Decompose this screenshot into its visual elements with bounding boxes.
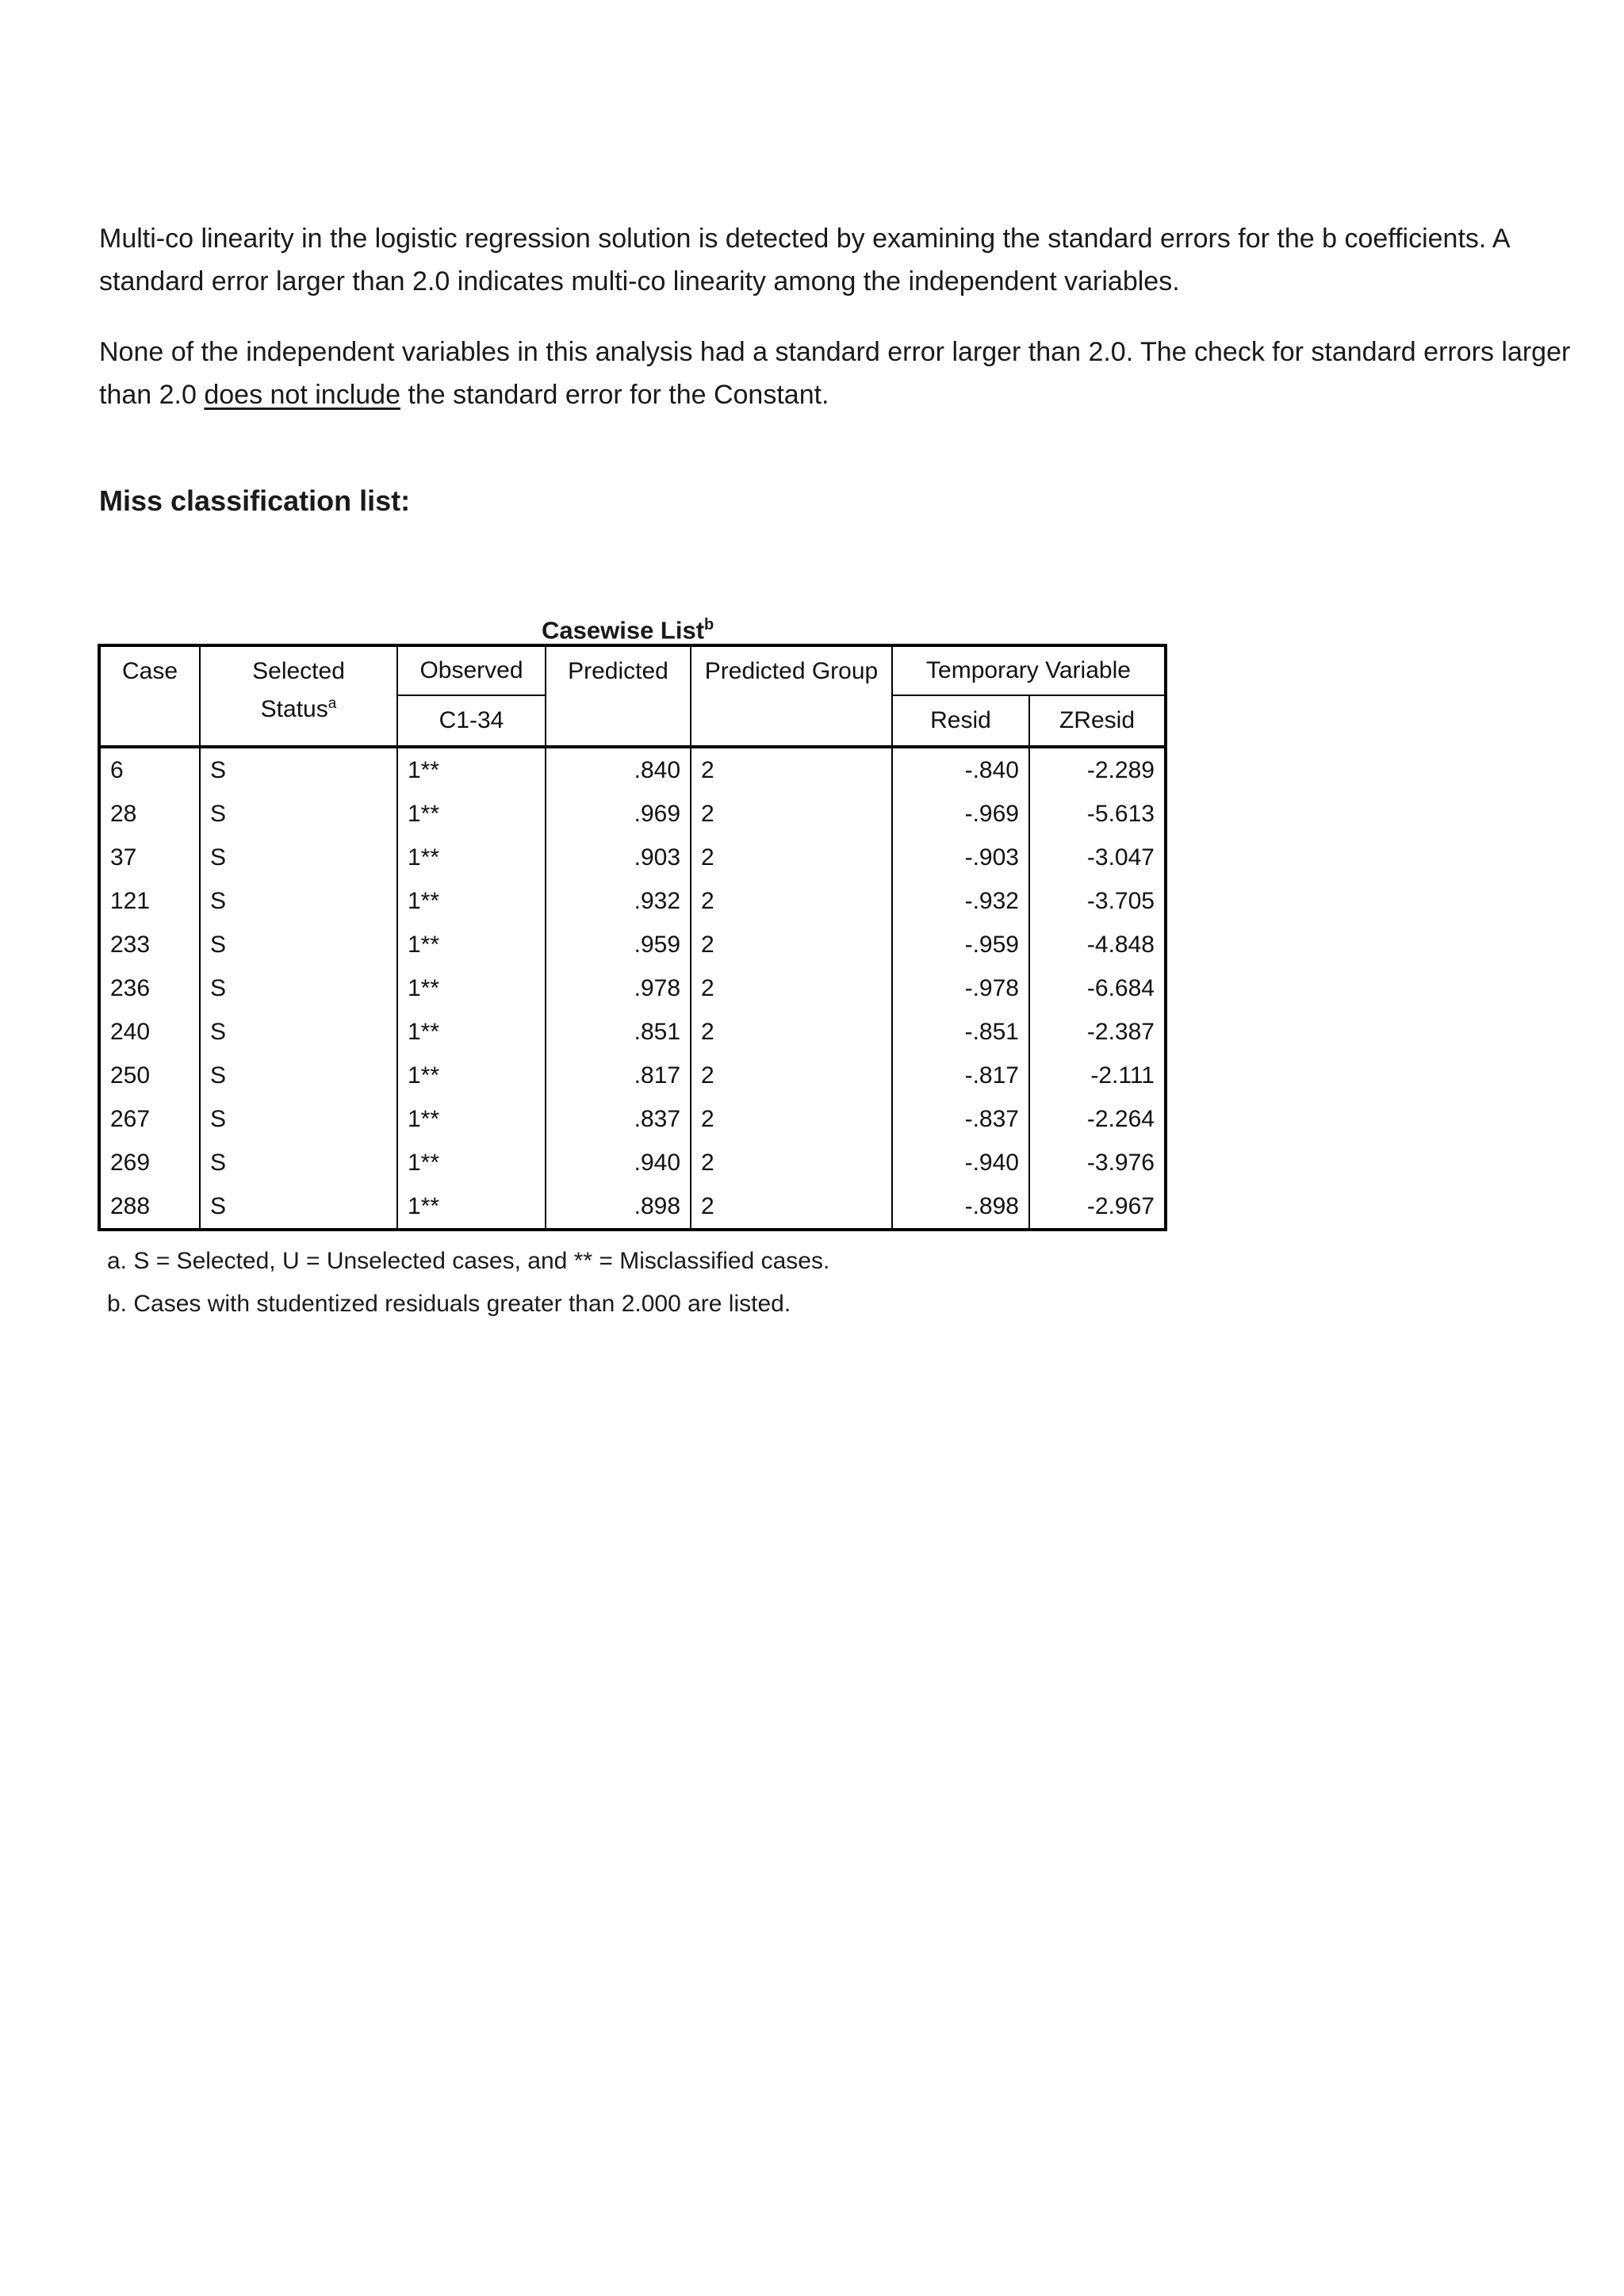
cell-predicted: .851: [546, 1010, 691, 1054]
header-status: [200, 695, 397, 747]
cell-zresid: -4.848: [1029, 923, 1166, 966]
table-row: [99, 836, 1166, 879]
cell-zresid: -2.264: [1029, 1097, 1166, 1141]
header-status-text: Status: [260, 696, 328, 722]
table-row: [99, 1010, 1166, 1054]
table-row: [99, 923, 1166, 966]
cell-status: S: [200, 836, 397, 879]
cell-status: S: [200, 1097, 397, 1141]
cell-zresid: -3.705: [1029, 879, 1166, 923]
table-row: [99, 1054, 1166, 1097]
cell-case: 240: [99, 1010, 200, 1054]
paragraph-text-after: the standard error for the Constant.: [400, 380, 829, 410]
cell-observed: 1**: [397, 1010, 546, 1054]
cell-group: 2: [691, 1054, 892, 1097]
cell-zresid: -2.289: [1029, 747, 1166, 792]
cell-status: S: [200, 1184, 397, 1230]
cell-group: 2: [691, 1010, 892, 1054]
cell-case: 267: [99, 1097, 200, 1141]
cell-group: 2: [691, 1141, 892, 1184]
underlined-phrase: does not include: [204, 380, 400, 410]
table-row: [99, 1184, 1166, 1230]
table-row: [99, 879, 1166, 923]
cell-status: S: [200, 747, 397, 792]
cell-resid: -.837: [892, 1097, 1029, 1141]
cell-group: 2: [691, 923, 892, 966]
cell-status: S: [200, 1054, 397, 1097]
header-status-footnote-mark: a: [327, 695, 337, 712]
cell-case: 28: [99, 792, 200, 836]
table-row: [99, 966, 1166, 1010]
header-predicted-group-blank: [691, 695, 892, 747]
cell-zresid: -3.047: [1029, 836, 1166, 879]
table-body: [99, 747, 1166, 1230]
cell-predicted: .959: [546, 923, 691, 966]
cell-resid: -.898: [892, 1184, 1029, 1230]
table-title-footnote-mark: b: [704, 616, 714, 633]
casewise-list-table: [98, 644, 1167, 1231]
footnote-a: a. S = Selected, U = Unselected cases, and ** = Misclassified cases.: [107, 1248, 830, 1274]
cell-status: S: [200, 1141, 397, 1184]
cell-predicted: .817: [546, 1054, 691, 1097]
cell-case: 269: [99, 1141, 200, 1184]
paragraph-multicollinearity: Multi-co linearity in the logistic regression solution is detected by examining the standard errors for the b coefficients. A standard error larger than 2.0 indicates multi-co linearity among the independent variables.: [99, 224, 1509, 297]
cell-resid: -.959: [892, 923, 1029, 966]
cell-observed: 1**: [397, 1097, 546, 1141]
cell-predicted: .940: [546, 1141, 691, 1184]
section-heading: Miss classification list:: [99, 484, 411, 517]
cell-predicted: .837: [546, 1097, 691, 1141]
cell-group: 2: [691, 1097, 892, 1141]
cell-group: 2: [691, 966, 892, 1010]
cell-zresid: -2.387: [1029, 1010, 1166, 1054]
cell-case: 236: [99, 966, 200, 1010]
paragraph-standard-errors: [99, 331, 1574, 416]
cell-observed: 1**: [397, 966, 546, 1010]
cell-observed: 1**: [397, 923, 546, 966]
table-row: [99, 1141, 1166, 1184]
cell-predicted: .969: [546, 792, 691, 836]
cell-resid: -.840: [892, 747, 1029, 792]
header-observed: Observed: [397, 645, 546, 695]
cell-resid: -.851: [892, 1010, 1029, 1054]
cell-predicted: .898: [546, 1184, 691, 1230]
footnote-b: b. Cases with studentized residuals greater than 2.000 are listed.: [107, 1291, 791, 1317]
header-selected: Selected: [200, 645, 397, 695]
cell-zresid: -6.684: [1029, 966, 1166, 1010]
cell-predicted: .978: [546, 966, 691, 1010]
cell-observed: 1**: [397, 1184, 546, 1230]
cell-case: 233: [99, 923, 200, 966]
cell-observed: 1**: [397, 747, 546, 792]
cell-zresid: -5.613: [1029, 792, 1166, 836]
cell-case: 37: [99, 836, 200, 879]
cell-predicted: .903: [546, 836, 691, 879]
cell-status: S: [200, 1010, 397, 1054]
header-predicted-blank: [546, 695, 691, 747]
cell-resid: -.969: [892, 792, 1029, 836]
table-title: [542, 609, 714, 646]
table-title-text: Casewise List: [542, 616, 705, 645]
cell-zresid: -3.976: [1029, 1141, 1166, 1184]
header-zresid: ZResid: [1029, 695, 1166, 747]
paragraph-text-before: None of the independent variables in this analysis had a standard error larger than 2.0. The check for standard errors larger than 2.0: [99, 337, 1571, 410]
cell-resid: -.978: [892, 966, 1029, 1010]
table-row: [99, 792, 1166, 836]
cell-observed: 1**: [397, 879, 546, 923]
cell-group: 2: [691, 836, 892, 879]
cell-resid: -.817: [892, 1054, 1029, 1097]
table-row: [99, 747, 1166, 792]
cell-status: S: [200, 879, 397, 923]
cell-predicted: .840: [546, 747, 691, 792]
cell-case: 6: [99, 747, 200, 792]
header-observed-variable: C1-34: [397, 695, 546, 747]
cell-resid: -.940: [892, 1141, 1029, 1184]
header-temporary-variable: Temporary Variable: [892, 645, 1166, 695]
table-row: [99, 1097, 1166, 1141]
cell-status: S: [200, 966, 397, 1010]
cell-group: 2: [691, 792, 892, 836]
cell-zresid: -2.111: [1029, 1054, 1166, 1097]
cell-case: 250: [99, 1054, 200, 1097]
cell-group: 2: [691, 747, 892, 792]
cell-group: 2: [691, 879, 892, 923]
cell-status: S: [200, 923, 397, 966]
header-resid: Resid: [892, 695, 1029, 747]
cell-case: 288: [99, 1184, 200, 1230]
header-case-blank: [99, 695, 200, 747]
cell-observed: 1**: [397, 792, 546, 836]
cell-predicted: .932: [546, 879, 691, 923]
cell-case: 121: [99, 879, 200, 923]
cell-observed: 1**: [397, 1141, 546, 1184]
cell-observed: 1**: [397, 1054, 546, 1097]
cell-resid: -.903: [892, 836, 1029, 879]
header-predicted-group: Predicted Group: [691, 645, 892, 695]
header-predicted: Predicted: [546, 645, 691, 695]
cell-observed: 1**: [397, 836, 546, 879]
cell-zresid: -2.967: [1029, 1184, 1166, 1230]
cell-resid: -.932: [892, 879, 1029, 923]
cell-group: 2: [691, 1184, 892, 1230]
header-case: Case: [99, 645, 200, 695]
cell-status: S: [200, 792, 397, 836]
